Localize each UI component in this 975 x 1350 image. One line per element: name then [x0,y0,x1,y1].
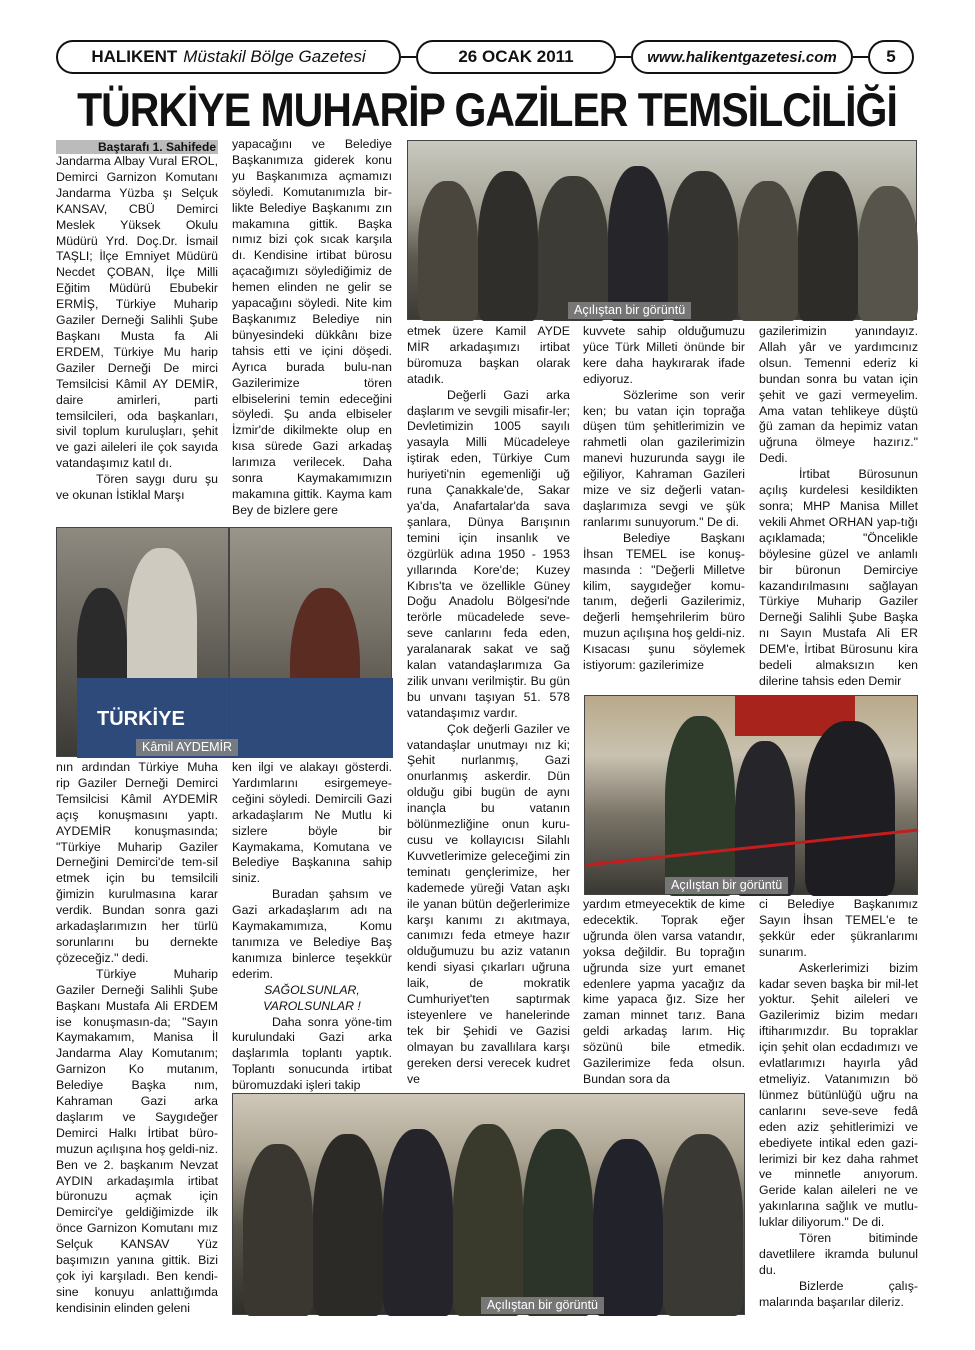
article-column-5-bottom [759,897,918,1317]
article-column-5-top [759,324,918,692]
photo-caption: Açılıştan bir görüntü [665,877,788,894]
website-link[interactable]: www.halikentgazetesi.com [631,40,853,74]
paragraph: Tören saygı duru şu ve okunan İstiklal Marşı [56,472,218,503]
paragraph: İrtibat Bürosunun açılış kurdelesi kesildikten sonra; MHP Manisa Millet vekili Ahmet ORHAN yap-tığı açıklamada; "Öncelikle böylesine güzel ve anlamlı bir büronun Demirciye kazandırılmasını sağlayan Türkiye Muharip Gaziler Derneği Salihli Şube Başka nı Sayın Mustafa Ali ER DEM'e, İrtibat Bürosunu kira bedeli almaksızın ken dilerine tahsis eden Demir [759,467,918,688]
paragraph: ken ilgi ve alakayı gösterdi. Yardımlarını esirgemeye-ceğini söyledi. Demircili Gazi arkadaşlarım Ne Mutlu ki sizlere böyle bir Kaymakama, Komutana ve Belediye Başkanına sahip siniz. [232,760,392,886]
photo-attendee [142,527,392,757]
photo-crowd-bottom [232,1093,745,1315]
paragraph: yapacağını ve Belediye Başkanımıza giderek konu yu Başkanımıza açmamızı söyledi. Komutanımızla bir-likte Belediye Başkanımı zın makamına gittik. Başka nımız bizi çok sıcak karşıla dı. Kendisine irtibat bürosu açacağımızı söylediğimiz de hemen elinden ne gelir se yapacağını söyledi. Nite kim Başkanımız Belediye nin bünyesindeki dükkânı bize tahsis etti ve içini döşedi. Ayrıca burada bulu-nan Gazilerimize tören elbiselerini temin edeceğini söyledi. Şu anda elbiseler İzmir'de dikilmekte olup en kısa sürede Gazi arkadaş larımıza verilecek. Daha sonra Kaymakamımızın makamına gittik. Kayma kam Bey de bizlere gere [232,137,392,517]
photo-ribbon-cutting [584,695,918,895]
paragraph: Buradan şahsım ve Gazi arkadaşlarım adı na Kaymakamımıza, Komu tanımıza ve Belediye Baş kanımıza binlerce teşekkür ederim. [232,887,392,981]
article-column-1-top [56,140,218,520]
banner-text: TÜRKİYE [97,708,185,730]
article-column-4-bottom [583,897,745,1089]
photo-caption: Açılıştan bir görüntü [481,1297,604,1314]
paragraph: Daha sonra yöne-tim kurulundaki Gazi arka daşlarımla toplantı yaptık. Toplantı sonucunda irtibat büromuzdaki işleri takip [232,1014,392,1093]
article-column-3 [407,324,570,1088]
paragraph: Belediye Başkanı İhsan TEMEL ise konuş-masında : "Değerli Milletve kilim, saygıdeğer komu-tanım, değerli Gazilerimiz, değerli hemşehrilerim büro muzun açılışına hoş geldi-niz. Kısacası şunu söylemek istiyorum: gazilerimize [583,530,745,673]
article-column-1-bottom [56,760,218,1315]
page-number: 5 [868,40,914,74]
paragraph: Tören bitiminde davetlilere ikramda bulunul du. [759,1231,918,1277]
paragraph: Askerlerimizi bizim kadar seven başka bir mil-let yoktur. Şehit aileleri ve Gazilerimiz bizim medarı iftiharımızdır. Bu topraklar için şehit olan ecdadımızı ve evlatlarımızı hayırla yâd etmeliyiz. Vatanımızın bö lünmez bütünlüğü uğru na canlarını seve-seve fedâ eden aziz şehitlerimizi ve ebediyete intikal eden gazi-lerimizi bir kez daha rahmet ve minnetle anıyorum. Geride kalan aileleri ne ve yakınlarına sağlık ve mutlu-luklar diliyorum." De di. [759,960,918,1230]
paragraph: Türkiye Muharip Gaziler Derneği Salihli Şube Başkanı Mustafa Ali ERDEM ise konuşmasın-da; "Sayın Kaymakamım, Manisa İl Jandarma Alay Komutanım; Garnizon Ko mutanım, Belediye Başka nım, Kahraman Gazi arka daşlarım ve Saygıdeğer Demirci Halkı İrtibat büro-muzun açılışına hoş geldi-niz. Ben ve 2. başkanım Nevzat AYDIN arkadaşımla irtibat büronuzu açmak için Demirci'ye geldiğimizde ilk önce Garnizon Komutanı mız Selçuk KANSAV Yüz başımızın yanına gittik. Bizi çok iyi karşıladı. Ben kendi-sine konuyu anlattığımda kendisinin elinden geleni [56,966,218,1315]
photo-crowd-top [407,140,917,320]
photo-caption: Açılıştan bir görüntü [568,302,691,319]
paragraph: etmek üzere Kamil AYDE MİR arkadaşımızı irtibat büromuza başkan olarak atadık. [407,324,570,386]
article-column-4-top [583,324,745,692]
photo-caption: Kâmil AYDEMİR [136,739,238,756]
paragraph: nın ardından Türkiye Muha rip Gaziler Derneği Demirci Temsilcisi Kâmil AYDEMİR açış konuşmasını yaptı. AYDEMİR konuşmasında; "Türkiye Muharip Gaziler Derneğini Demirci'de tem-sil etmek için bu temsilcili ğimizin kurulmasına karar verdik. Bundan sonra gazi arkadaşlarımızın her türlü sorunlarını bu dernekte çözeceğiz." dedi. [56,760,218,965]
paragraph: Bizlerde çalış-malarında başarılar dileriz. [759,1278,918,1309]
photo-speaker [56,527,229,757]
paragraph: kuvvete sahip olduğumuzu yüce Türk Milleti önünde bir kere daha haykırarak ifade ediyoruz. [583,324,745,386]
paragraph: Çok değerli Gaziler ve vatandaşlar unutmayı nız ki; Şehit nurlanmış, Gazi onurlanmış askerdir. Dün olduğu gibi bugün de aynı inançla bu vatanın bölünmezliğine onun kuru-cusu ve kollayıcısı Silahlı Kuvvetlerimize geleceğimi zin teminatı gençlerimize, her kademede yüreği Vatan aşkı ile yanan bütün değerlerimize karşı kanımı zı akıtmaya, canımızı feda etmeye hazır olduğumuzu bu aziz vatanın kendi siyasi çıkarları uğruna laik, de mokratik Cumhuriyet'ten saptırmak isteyenlere ve hanelerinde tek bir Şehidi ve Gazisi olmayan bu zavallılara karşı gereken dersi verecek kudret ve [407,721,570,1086]
source-tag: Baştarafı 1. Sahifede [56,140,218,154]
paragraph: Değerli Gazi arka daşlarım ve sevgili misafir-ler; Devletimizin 1005 sayılı yasayla Milli Mücadeleye iştirak eden, Türkiye Cum huriyeti'nin egemenliği uğ runa Çanakkale'de, Sakar ya'da, Anafartalar'da sava şanlara, Dünya Barışının temini için insanlık ve özgürlük adına 1950 - 1953 yıllarında Kore'de; Kuzey Kıbrıs'ta ve özellikle Güney Doğu Anadolu Bölgesi'nde terörle mücadelede seve-seve canlarını feda eden, yaralanarak sakat ve sağ kalan vatandaşlarımıza Ga zilik unvanı verilmiştir. Bu gün bu unvanı taşıyan 51. 578 vatandaşımız vardır. [407,387,570,720]
masthead-divider [401,56,416,58]
paper-subtitle: Müstakil Bölge Gazetesi [183,47,366,66]
paper-name: HALIKENT [91,47,178,66]
paragraph: SAĞOLSUNLAR, VAROLSUNLAR ! [263,982,361,1013]
masthead-bar [56,40,916,76]
masthead-divider [616,56,631,58]
masthead-divider [853,56,868,58]
paragraph: Sözlerime son verir ken; bu vatan için toprağa düşen tüm şehitlerimizin ve rahmetli olan gazilerimizin manevi huzurunda saygı ile eğiliyor, Kahraman Gazileri mize ve siz değerli vatan-daşlarımıza sevgi ve şük ranlarımı sunuyorum." De di. [583,387,745,529]
paper-name-pill [56,40,401,74]
paragraph: Jandarma Albay Vural EROL, Demirci Garnizon Komutanı Jandarma Yüzba şı Selçuk KANSAV, CBÜ Demirci Meslek Yüksek Okulu Müdürü Yrd. Doç.Dr. İsmail TAŞLI; İlçe Emniyet Müdürü Necdet ÇOBAN, İlçe Milli Eğitim Müdürü Ebubekir ERMİŞ, Türkiye Muharip Gaziler Derneği Salihli Şube Başkanı Musta fa Ali ERDEM, Türkiye Mu harip Gaziler Derneği De mirci Temsilcisi Kâmil AY DEMİR, daire amirleri, parti temsilcileri, oda başkanları, sivil toplum kuruluşları, şehit ve gazi aileleri ile çok sayıda vatandaşımız katıl dı. [56,154,218,471]
article-column-2-bottom [232,760,392,1093]
issue-date: 26 OCAK 2011 [416,40,616,74]
paragraph: yardım etmeyecektik de kime edecektik. Toprak eğer uğrunda ölen varsa vatandır, yoksa değildir. Bu toprağın uğrunda size yurt emanet edenlere yapma yacağız da kime yapaca ğız. Size her zaman minnet tarız. Bana geldi arkadaş larım. Hiç sözünü bile etmedik. Gazilerimize feda olsun. Bundan sora da [583,897,745,1086]
article-column-2-top [232,137,392,521]
headline: TÜRKİYE MUHARİP GAZİLER TEMSİLCİLİĞİ [77,83,897,137]
paragraph: ci Belediye Başkanımız Sayın İhsan TEMEL'e te şekkür eder şükranlarımı sunarım. [759,897,918,959]
paragraph: gazilerimizin yanındayız. Allah yâr ve yardımcınız olsun. Temenni ederiz ki bundan sonra bu vatan için şehit ve gazi vermeyelim. Ama vatan tehlikeye düştü ğü zaman da hepimiz vatan uğruna ölmeye hazırız." Dedi. [759,324,918,466]
